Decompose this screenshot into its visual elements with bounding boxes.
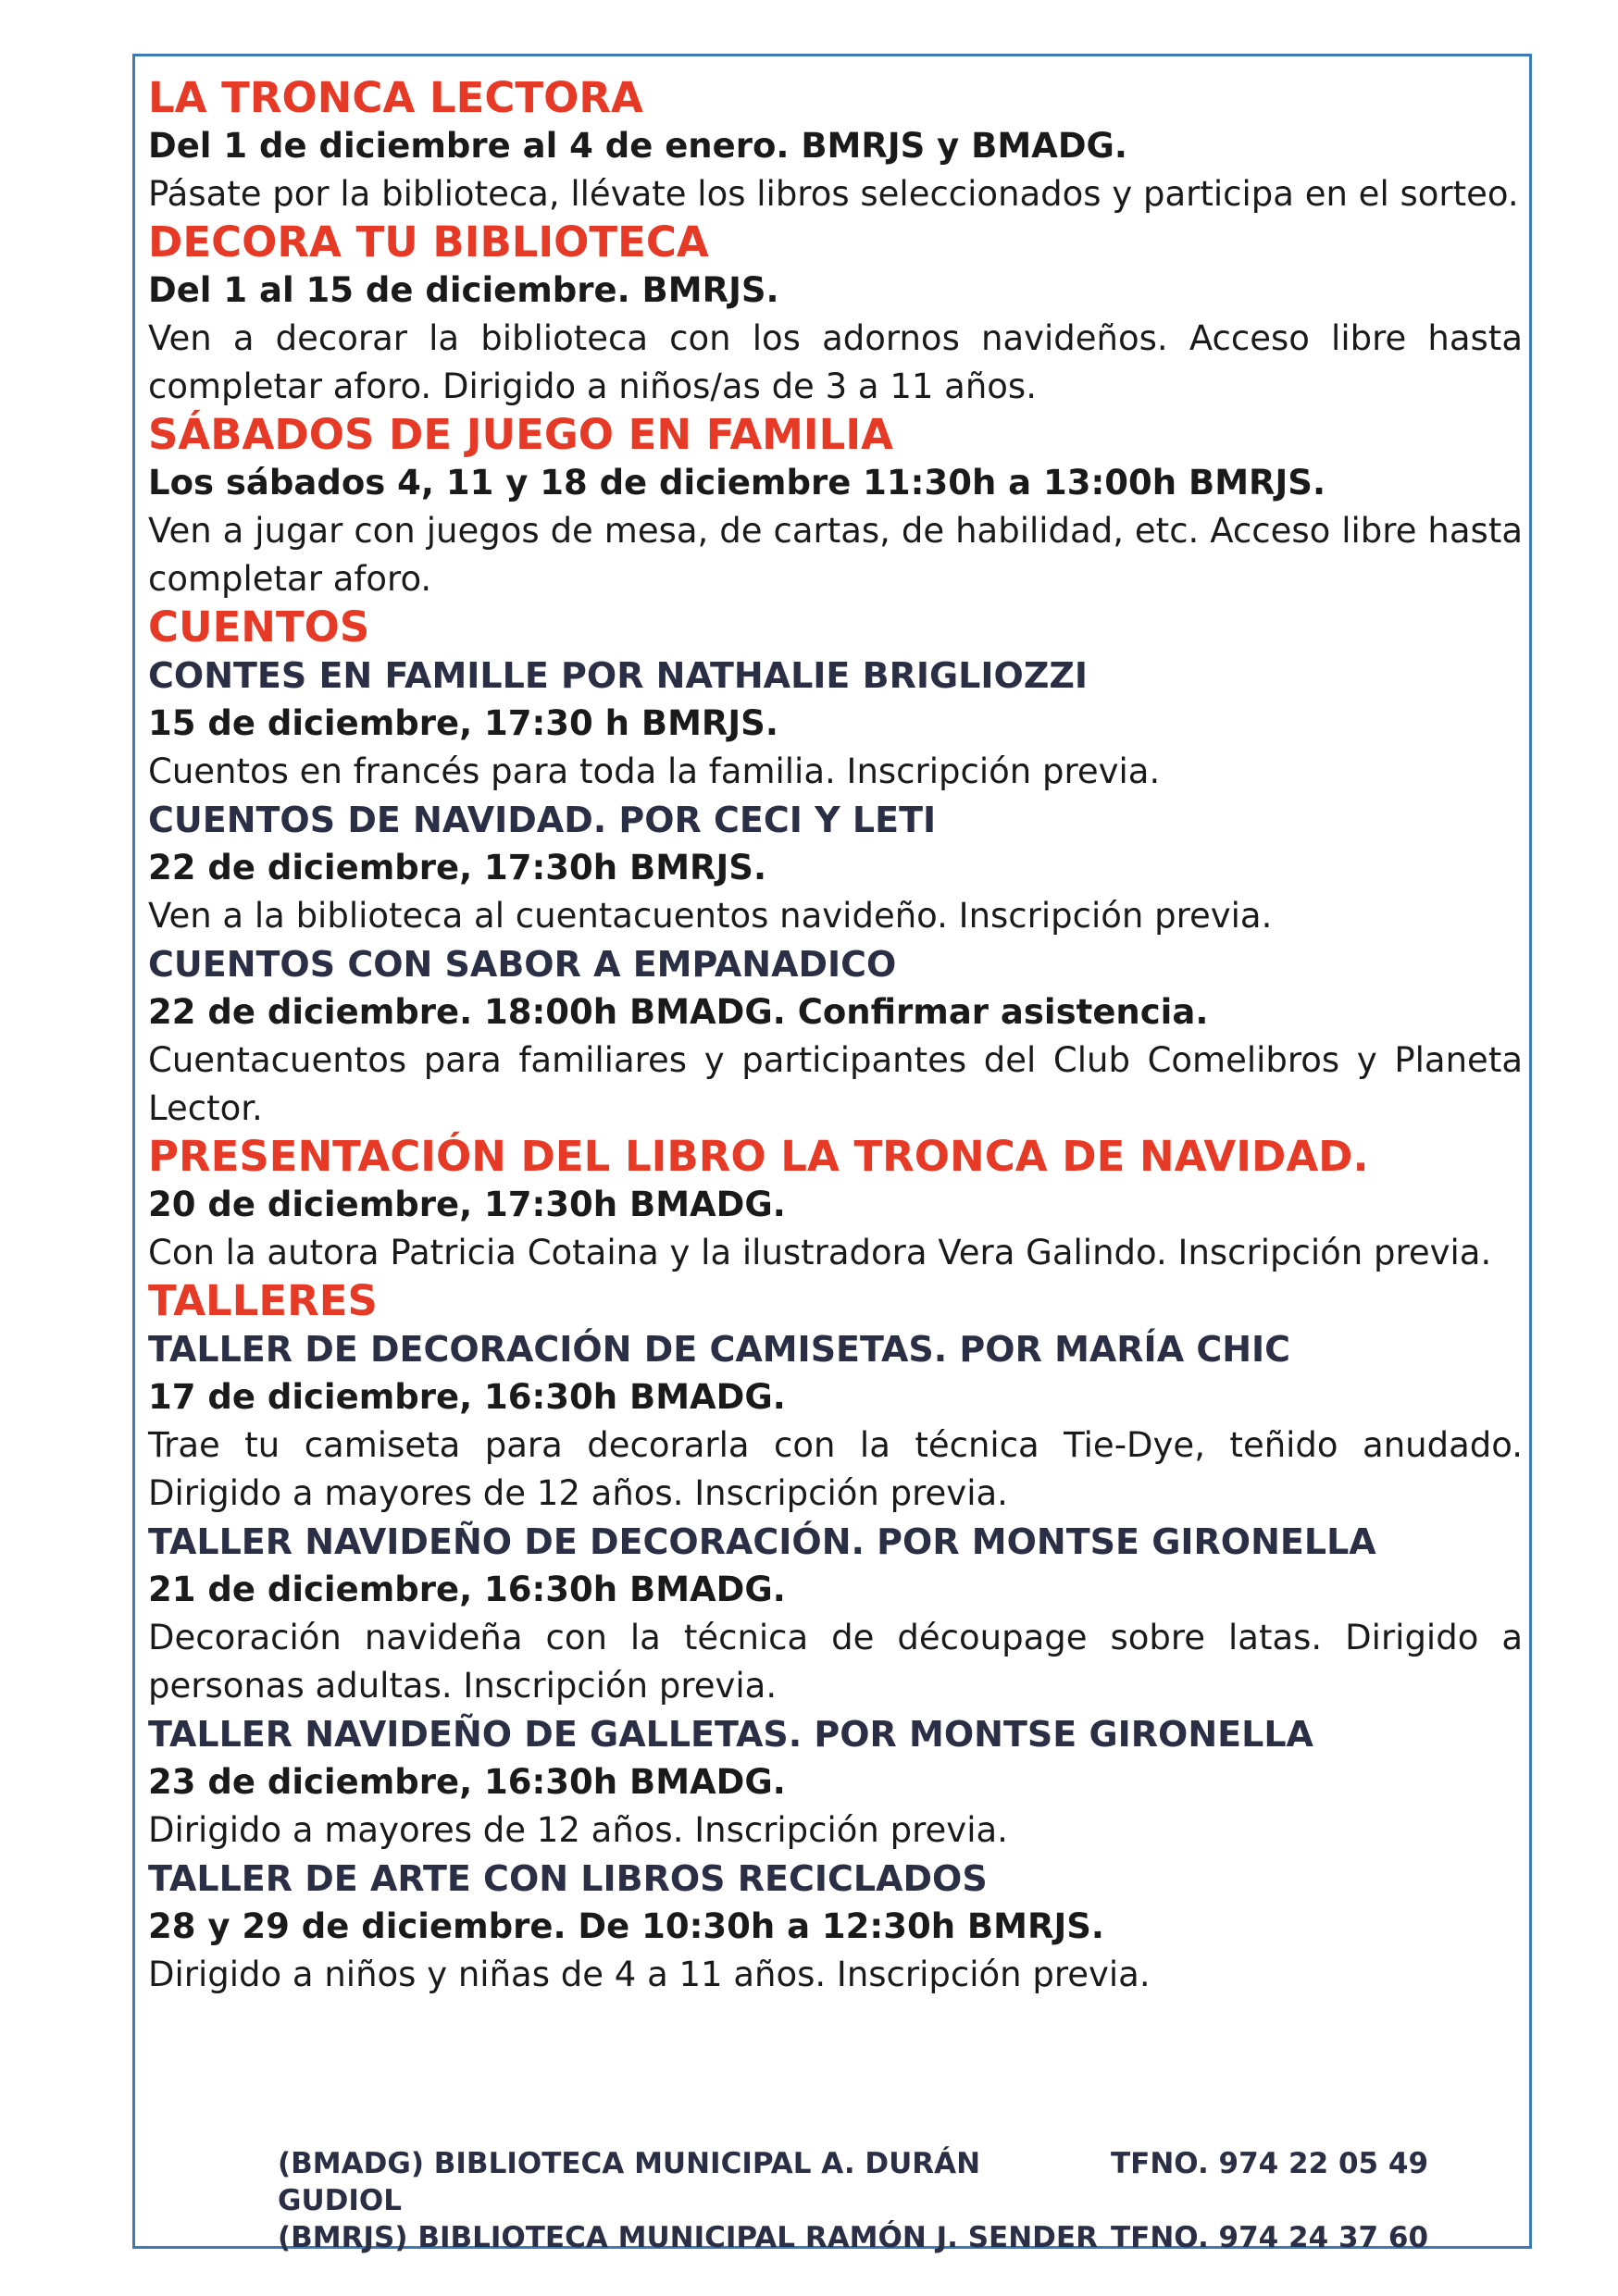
event-subtitle: CUENTOS DE NAVIDAD. POR CECI Y LETI bbox=[148, 800, 937, 840]
program-content bbox=[148, 74, 1523, 1999]
event-subtitle: CONTES EN FAMILLE POR NATHALIE BRIGLIOZZI bbox=[148, 655, 1089, 696]
event-description: Dirigido a niños y niñas de 4 a 11 años. Inscripción previa. bbox=[148, 1955, 1151, 1994]
event-item bbox=[148, 1855, 1523, 1999]
event-subtitle: TALLER DE ARTE CON LIBROS RECICLADOS bbox=[148, 1858, 988, 1899]
section-title: TALLERES bbox=[148, 1276, 378, 1325]
contact-row bbox=[278, 2145, 1444, 2219]
library-name: (BMRJS) BIBLIOTECA MUNICIPAL RAMÓN J. SENDER bbox=[278, 2221, 1098, 2254]
section-description: Pásate por la biblioteca, llévate los libros seleccionados y participa en el sorteo. bbox=[148, 174, 1519, 214]
event-date: 23 de diciembre, 16:30h BMADG. bbox=[148, 1762, 786, 1802]
event-date: 15 de diciembre, 17:30 h BMRJS. bbox=[148, 703, 778, 743]
event-subtitle: TALLER DE DECORACIÓN DE CAMISETAS. POR MARÍA CHIC bbox=[148, 1329, 1291, 1370]
section-presentacion-libro bbox=[148, 1133, 1523, 1277]
section-date: 20 de diciembre, 17:30h BMADG. bbox=[148, 1185, 786, 1224]
library-phone: TFNO. 974 24 37 60 bbox=[1111, 2221, 1429, 2254]
section-decora-biblioteca bbox=[148, 218, 1523, 411]
event-date: 22 de diciembre, 17:30h BMRJS. bbox=[148, 848, 767, 887]
section-title: CUENTOS bbox=[148, 602, 370, 652]
event-description: Cuentos en francés para toda la familia. Inscripción previa. bbox=[148, 751, 1161, 791]
event-date: 17 de diciembre, 16:30h BMADG. bbox=[148, 1377, 786, 1417]
event-item bbox=[148, 796, 1523, 940]
section-sabados-juego bbox=[148, 411, 1523, 603]
section-description: Ven a jugar con juegos de mesa, de cartas, de habilidad, etc. Acceso libre hasta completar aforo. bbox=[148, 511, 1523, 599]
section-description: Con la autora Patricia Cotaina y la ilustradora Vera Galindo. Inscripción previa. bbox=[148, 1233, 1492, 1272]
section-tronca-lectora bbox=[148, 74, 1523, 218]
section-date: Del 1 al 15 de diciembre. BMRJS. bbox=[148, 270, 779, 310]
event-item bbox=[148, 1710, 1523, 1855]
event-description: Ven a la biblioteca al cuentacuentos navideño. Inscripción previa. bbox=[148, 896, 1273, 936]
event-subtitle: TALLER NAVIDEÑO DE GALLETAS. POR MONTSE GIRONELLA bbox=[148, 1714, 1313, 1755]
library-name: (BMADG) BIBLIOTECA MUNICIPAL A. DURÁN GUDIOL bbox=[278, 2147, 981, 2217]
event-item bbox=[148, 1325, 1523, 1518]
library-contacts bbox=[278, 2145, 1444, 2256]
event-subtitle: TALLER NAVIDEÑO DE DECORACIÓN. POR MONTSE GIRONELLA bbox=[148, 1521, 1376, 1562]
contact-row bbox=[278, 2219, 1444, 2256]
library-phone: TFNO. 974 22 05 49 bbox=[1111, 2147, 1429, 2180]
event-item bbox=[148, 940, 1523, 1133]
event-item bbox=[148, 652, 1523, 796]
section-title: PRESENTACIÓN DEL LIBRO LA TRONCA DE NAVIDAD. bbox=[148, 1132, 1369, 1181]
event-description: Decoración navideña con la técnica de découpage sobre latas. Dirigido a personas adultas. Inscripción previa. bbox=[148, 1618, 1523, 1706]
event-date: 28 y 29 de diciembre. De 10:30h a 12:30h BMRJS. bbox=[148, 1906, 1104, 1946]
section-date: Los sábados 4, 11 y 18 de diciembre 11:30h a 13:00h BMRJS. bbox=[148, 463, 1326, 503]
event-description: Dirigido a mayores de 12 años. Inscripción previa. bbox=[148, 1810, 1008, 1850]
event-description: Trae tu camiseta para decorarla con la técnica Tie-Dye, teñido anudado. Dirigido a mayores de 12 años. Inscripción previa. bbox=[148, 1425, 1523, 1513]
section-title: SÁBADOS DE JUEGO EN FAMILIA bbox=[148, 410, 893, 459]
event-date: 22 de diciembre. 18:00h BMADG. Confirmar asistencia. bbox=[148, 992, 1209, 1032]
section-cuentos bbox=[148, 603, 1523, 1133]
section-title: DECORA TU BIBLIOTECA bbox=[148, 217, 709, 267]
event-date: 21 de diciembre, 16:30h BMADG. bbox=[148, 1570, 786, 1609]
section-description: Ven a decorar la biblioteca con los adornos navideños. Acceso libre hasta completar aforo. Dirigido a niños/as de 3 a 11 años. bbox=[148, 318, 1523, 406]
event-description: Cuentacuentos para familiares y participantes del Club Comelibros y Planeta Lector. bbox=[148, 1040, 1523, 1128]
event-item bbox=[148, 1518, 1523, 1710]
event-subtitle: CUENTOS CON SABOR A EMPANADICO bbox=[148, 944, 897, 985]
section-talleres bbox=[148, 1277, 1523, 1999]
section-date: Del 1 de diciembre al 4 de enero. BMRJS y BMADG. bbox=[148, 126, 1127, 166]
section-title: LA TRONCA LECTORA bbox=[148, 73, 643, 122]
